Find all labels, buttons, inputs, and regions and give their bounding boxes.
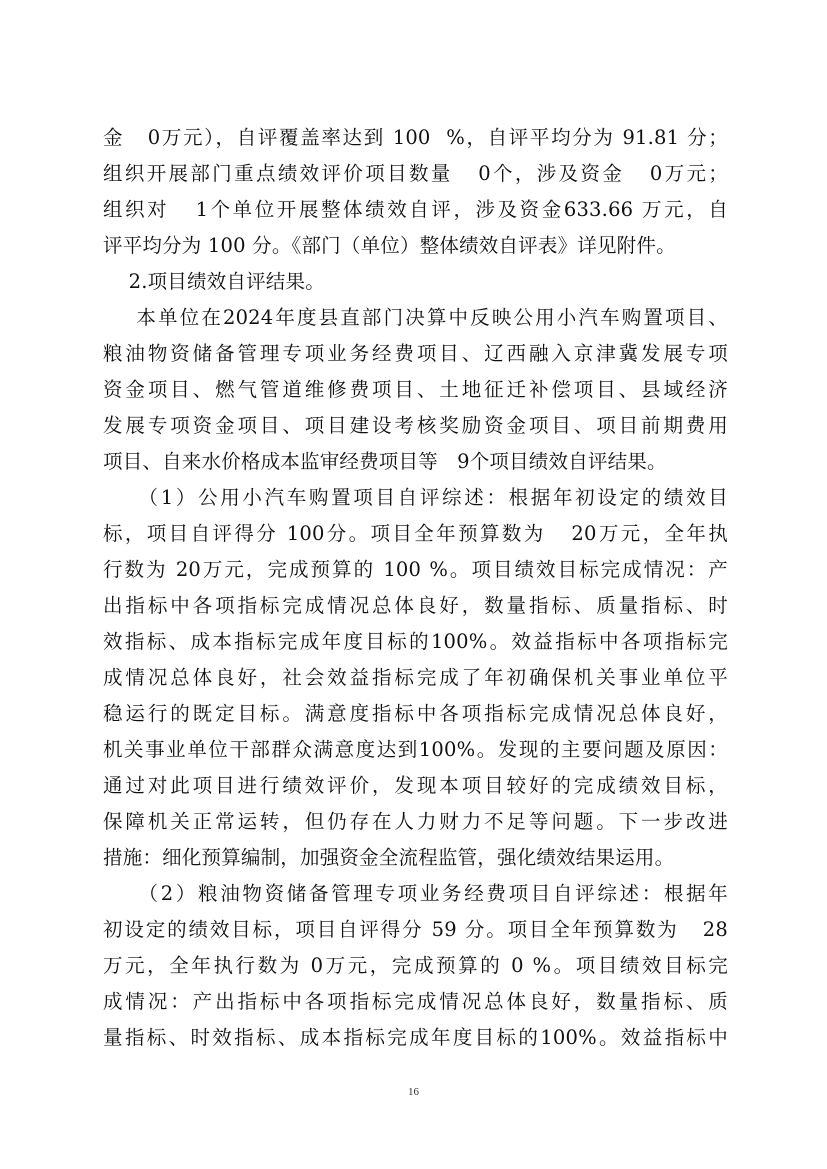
text-line: 本单位在2024年度县直部门决算中反映公用小汽车购置项目、: [103, 306, 728, 329]
text-line: 金 0万元），自评覆盖率达到 100 %，自评平均分为 91.81 分；: [103, 126, 728, 149]
text-line: 初设定的绩效目标，项目自评得分 59 分。项目全年预算数为 28: [103, 918, 728, 941]
text-line: 量指标、时效指标、成本指标完成年度目标的100%。效益指标中: [103, 1026, 728, 1049]
text-line: 机关事业单位干部群众满意度达到100%。发现的主要问题及原因：: [103, 738, 728, 761]
text-line: 发展专项资金项目、项目建设考核奖励资金项目、项目前期费用: [103, 414, 728, 437]
text-line: 成情况：产出指标中各项指标完成情况总体良好，数量指标、质: [103, 990, 728, 1013]
text-line: 出指标中各项指标完成情况总体良好，数量指标、质量指标、时: [103, 594, 728, 617]
text-line: 措施：细化预算编制，加强资金全流程监管，强化绩效结果运用。: [103, 846, 675, 869]
text-line: 组织对 1个单位开展整体绩效自评，涉及资金633.66 万元，自: [103, 198, 728, 221]
text-line: 行数为 20万元，完成预算的 100 %。项目绩效目标完成情况：产: [103, 558, 728, 581]
text-line: 万元，全年执行数为 0万元，完成预算的 0 %。项目绩效目标完: [103, 954, 728, 977]
section-heading: 2.项目绩效自评结果。: [103, 270, 325, 293]
text-line: 效指标、成本指标完成年度目标的100%。效益指标中各项指标完: [103, 630, 728, 653]
text-line: （1）公用小汽车购置项目自评综述：根据年初设定的绩效目: [103, 486, 728, 509]
text-line: 项目、自来水价格成本监审经费项目等 9个项目绩效自评结果。: [103, 450, 667, 473]
page-number: 16: [408, 1086, 419, 1098]
text-line: 保障机关正常运转，但仍存在人力财力不足等问题。下一步改进: [103, 810, 728, 833]
text-line: 评平均分为 100 分。《部门（单位）整体绩效自评表》详见附件。: [103, 234, 676, 257]
text-line: 成情况总体良好，社会效益指标完成了年初确保机关事业单位平: [103, 666, 728, 689]
text-line: 粮油物资储备管理专项业务经费项目、辽西融入京津冀发展专项: [103, 342, 728, 365]
text-line: 通过对此项目进行绩效评价，发现本项目较好的完成绩效目标，: [103, 774, 728, 797]
text-line: 稳运行的既定目标。满意度指标中各项指标完成情况总体良好，: [103, 702, 728, 725]
text-line: 资金项目、燃气管道维修费项目、土地征迁补偿项目、县域经济: [103, 378, 728, 401]
text-line: 标，项目自评得分 100分。项目全年预算数为 20万元，全年执: [103, 522, 728, 545]
text-line: 组织开展部门重点绩效评价项目数量 0个，涉及资金 0万元；: [103, 162, 728, 185]
text-line: （2）粮油物资储备管理专项业务经费项目自评综述：根据年: [103, 882, 728, 905]
